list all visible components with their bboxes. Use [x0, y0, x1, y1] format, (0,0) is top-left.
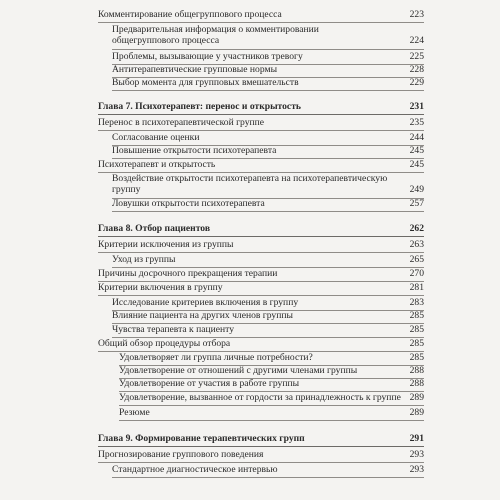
toc-entry — [0, 352, 500, 366]
toc-entry-rule — [112, 90, 424, 91]
toc-entry-page: 285 — [409, 310, 424, 321]
toc-entry-page: 289 — [409, 407, 424, 418]
toc-entry — [0, 365, 500, 379]
toc-entry-page: 289 — [409, 392, 424, 403]
toc-entry-title: Влияние пациента на других членов группы — [112, 310, 293, 321]
toc-entry-rule — [98, 252, 424, 253]
toc-entry-page: 288 — [409, 365, 424, 376]
toc-entry — [0, 310, 500, 324]
toc-entry-rule — [119, 405, 424, 406]
toc-chapter-rule — [98, 446, 424, 447]
toc-entry-rule — [112, 211, 424, 212]
toc-entry-page: 229 — [409, 77, 424, 88]
toc-entry — [0, 173, 500, 199]
toc-entry — [0, 407, 500, 421]
toc-entry-page: 265 — [409, 254, 424, 265]
toc-entry-title: Проблемы, вызывающие у участников тревогу — [112, 51, 303, 62]
toc-entry-title: Ловушки открытости психотерапевта — [112, 198, 265, 209]
toc-chapter-page: 291 — [409, 433, 424, 444]
toc-entry — [0, 282, 500, 296]
toc-entry-page: 244 — [409, 132, 424, 143]
toc-entry-title: Согласование оценки — [112, 132, 200, 143]
toc-entry-rule — [98, 295, 424, 296]
toc-entry-page: 288 — [409, 378, 424, 389]
toc-entry-title: Перенос в психотерапевтической группе — [98, 117, 265, 128]
toc-entry-page: 245 — [409, 159, 424, 170]
toc-entry-page: 228 — [409, 64, 424, 75]
toc-entry-rule — [98, 130, 424, 131]
toc-entry-title: Причины досрочного прекращения терапии — [98, 268, 278, 279]
toc-chapter-rule — [98, 236, 424, 237]
toc-entry-title: Прогнозирование группового поведения — [98, 449, 264, 460]
toc-entry-page: 257 — [409, 198, 424, 209]
toc-entry-page: 224 — [409, 35, 424, 46]
toc-entry — [0, 254, 500, 268]
toc-chapter-title: Глава 7. Психотерапевт: перенос и открытость — [98, 101, 301, 112]
toc-entry-title: Чувства терапевта к пациенту — [112, 324, 235, 335]
toc-entry-page: 285 — [409, 324, 424, 335]
toc-entry-title: Резюме — [119, 407, 150, 418]
toc-entry — [0, 464, 500, 478]
toc-entry-title-continued: группу — [112, 184, 141, 195]
toc-entry — [0, 64, 500, 78]
toc-entry — [0, 297, 500, 311]
toc-entry-page: 225 — [409, 51, 424, 62]
toc-entry-page: 293 — [409, 449, 424, 460]
toc-entry-title: Выбор момента для групповых вмешательств — [112, 77, 299, 88]
toc-entry — [0, 145, 500, 159]
toc-entry — [0, 324, 500, 338]
toc-entry — [0, 77, 500, 91]
toc-chapter-page: 231 — [409, 101, 424, 112]
toc-entry-title: Комментирование общегруппового процесса — [98, 9, 282, 20]
toc-entry — [0, 268, 500, 282]
toc-chapter-title: Глава 9. Формирование терапевтических групп — [98, 433, 305, 444]
toc-chapter — [0, 223, 500, 237]
toc-entry-title: Общий обзор процедуры отбора — [98, 338, 231, 349]
toc-entry — [0, 449, 500, 463]
toc-entry-page: 263 — [409, 239, 424, 250]
toc-chapter-rule — [98, 114, 424, 115]
toc-entry-page: 270 — [409, 268, 424, 279]
toc-entry-title: Воздействие открытости психотерапевта на психотерапевтическую — [112, 173, 388, 184]
toc-entry — [0, 159, 500, 173]
toc-entry — [0, 24, 500, 50]
toc-entry-title: Уход из группы — [112, 254, 176, 265]
toc-entry — [0, 378, 500, 392]
toc-entry-page: 249 — [409, 184, 424, 195]
toc-entry-page: 281 — [409, 282, 424, 293]
toc-entry-title: Повышение открытости психотерапевта — [112, 145, 277, 156]
toc-entry — [0, 51, 500, 65]
toc-entry-title-continued: общегруппового процесса — [112, 35, 220, 46]
toc-entry — [0, 239, 500, 253]
toc-entry-rule — [98, 22, 424, 23]
toc-entry-page: 245 — [409, 145, 424, 156]
toc-entry — [0, 392, 500, 406]
toc-entry — [0, 338, 500, 352]
toc-entry-rule — [112, 477, 424, 478]
toc-entry-page: 285 — [409, 338, 424, 349]
toc-entry-title: Психотерапевт и открытость — [98, 159, 216, 170]
toc-entry — [0, 117, 500, 131]
toc-entry-page: 293 — [409, 464, 424, 475]
toc-entry-title: Критерии включения в группу — [98, 282, 223, 293]
toc-entry-title: Предварительная информация о комментировании — [112, 24, 319, 35]
toc-entry-page: 283 — [409, 297, 424, 308]
toc-entry-title: Удовлетворение, вызванное от гордости за принадлежность к группе — [119, 392, 401, 403]
toc-entry-title: Стандартное диагностическое интервью — [112, 464, 278, 475]
toc-entry — [0, 198, 500, 212]
toc-entry-rule — [112, 49, 424, 50]
toc-chapter-page: 262 — [409, 223, 424, 234]
toc-chapter — [0, 433, 500, 447]
toc-entry-title: Исследование критериев включения в группу — [112, 297, 299, 308]
toc-entry-rule — [98, 462, 424, 463]
toc-entry-page: 223 — [409, 9, 424, 20]
toc-entry-page: 235 — [409, 117, 424, 128]
toc-entry-title: Антитерапевтические групповые нормы — [112, 64, 278, 75]
toc-entry-title: Удовлетворяет ли группа личные потребности? — [119, 352, 313, 363]
toc-entry — [0, 132, 500, 146]
toc-entry-title: Удовлетворение от отношений с другими членами группы — [119, 365, 358, 376]
toc-chapter — [0, 101, 500, 115]
toc-entry-rule — [119, 420, 424, 421]
toc-chapter-title: Глава 8. Отбор пациентов — [98, 223, 211, 234]
toc-entry — [0, 9, 500, 23]
toc-entry-page: 285 — [409, 352, 424, 363]
toc-entry-title: Удовлетворение от участия в работе группы — [119, 378, 300, 389]
toc-entry-title: Критерии исключения из группы — [98, 239, 234, 250]
